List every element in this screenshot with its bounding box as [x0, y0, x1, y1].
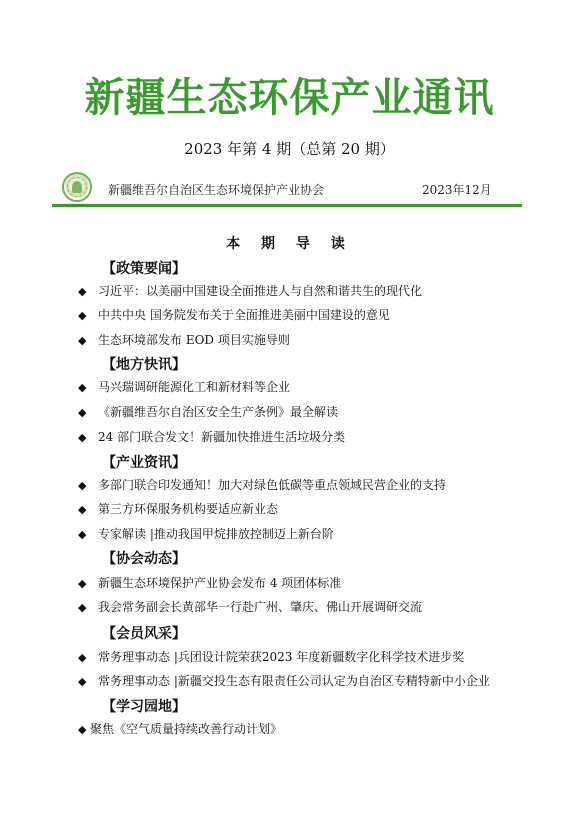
toc-item[interactable] — [78, 306, 390, 323]
diamond-bullet-icon: ◆ — [78, 285, 87, 298]
toc-item-text: 常务理事动态 |兵团设计院荣获2023 年度新疆数字化科学技术进步奖 — [98, 650, 465, 664]
section-label-policy: 【政策要闻】 — [102, 261, 186, 277]
diamond-bullet-icon: ◆ — [78, 406, 87, 419]
section-label-members: 【会员风采】 — [102, 626, 186, 642]
toc-item[interactable] — [78, 331, 290, 348]
section-label-association: 【协会动态】 — [102, 551, 186, 567]
toc-item-text: 习近平：以美丽中国建设全面推进人与自然和谐共生的现代化 — [98, 284, 423, 298]
toc-item[interactable] — [78, 720, 282, 737]
toc-item-text: 中共中央 国务院发布关于全面推进美丽中国建设的意见 — [98, 308, 390, 322]
issue-number: 2023 年第 4 期（总第 20 期） — [184, 140, 395, 158]
toc-item-text: 多部门联合印发通知！加大对绿色低碳等重点领域民营企业的支持 — [98, 478, 447, 492]
section-label-local: 【地方快讯】 — [102, 357, 186, 373]
diamond-bullet-icon: ◆ — [78, 675, 87, 688]
toc-item[interactable] — [78, 500, 278, 517]
toc-item-text: 马兴瑞调研能源化工和新材料等企业 — [98, 380, 291, 394]
toc-item-text: 《新疆维吾尔自治区安全生产条例》最全解读 — [98, 405, 339, 419]
section-label-learning: 【学习园地】 — [102, 699, 186, 715]
toc-item-text: 我会常务副会长黄部华一行赴广州、肇庆、佛山开展调研交流 — [98, 600, 423, 614]
toc-item[interactable] — [78, 574, 341, 591]
toc-item-text: 专家解读 |推动我国甲烷排放控制迈上新台阶 — [98, 527, 334, 541]
toc-heading: 本 期 导 读 — [226, 236, 353, 252]
toc-item[interactable] — [78, 428, 345, 445]
masthead-row — [62, 172, 522, 204]
toc-item[interactable] — [78, 672, 490, 689]
toc-item-text: 第三方环保服务机构要适应新业态 — [98, 502, 279, 516]
toc-item[interactable] — [78, 648, 464, 665]
diamond-bullet-icon: ◆ — [78, 334, 87, 347]
toc-item-text: 24 部门联合发文！新疆加快推进生活垃圾分类 — [98, 430, 346, 444]
diamond-bullet-icon: ◆ — [78, 479, 87, 492]
diamond-bullet-icon: ◆ — [78, 528, 87, 541]
diamond-bullet-icon: ◆ — [78, 651, 87, 664]
association-name: 新疆维吾尔自治区生态环境保护产业协会 — [108, 183, 325, 197]
toc-item-text: 常务理事动态 |新疆交投生态有限责任公司认定为自治区专精特新中小企业 — [98, 674, 490, 688]
association-logo-icon — [62, 172, 92, 202]
issue-date: 2023年12月 — [422, 183, 492, 197]
diamond-bullet-icon: ◆ — [78, 577, 87, 590]
diamond-bullet-icon: ◆ — [78, 601, 87, 614]
toc-item[interactable] — [78, 598, 422, 615]
toc-item[interactable] — [78, 476, 446, 493]
toc-item[interactable] — [78, 378, 290, 395]
section-label-industry: 【产业资讯】 — [102, 455, 186, 471]
diamond-bullet-icon: ◆ — [78, 503, 87, 516]
toc-item[interactable] — [78, 282, 422, 299]
toc-item-text: 新疆生态环境保护产业协会发布 4 项团体标准 — [98, 576, 342, 590]
toc-item-text: 聚焦《空气质量持续改善行动计划》 — [90, 722, 283, 736]
toc-item[interactable] — [78, 525, 334, 542]
header-divider — [52, 204, 522, 207]
diamond-bullet-icon: ◆ — [78, 431, 87, 444]
diamond-bullet-icon: ◆ — [78, 723, 87, 736]
toc-item[interactable] — [78, 403, 338, 420]
newsletter-title: 新疆生态环保产业通讯 — [84, 75, 495, 121]
diamond-bullet-icon: ◆ — [78, 309, 87, 322]
diamond-bullet-icon: ◆ — [78, 381, 87, 394]
toc-item-text: 生态环境部发布 EOD 项目实施导则 — [98, 333, 290, 347]
